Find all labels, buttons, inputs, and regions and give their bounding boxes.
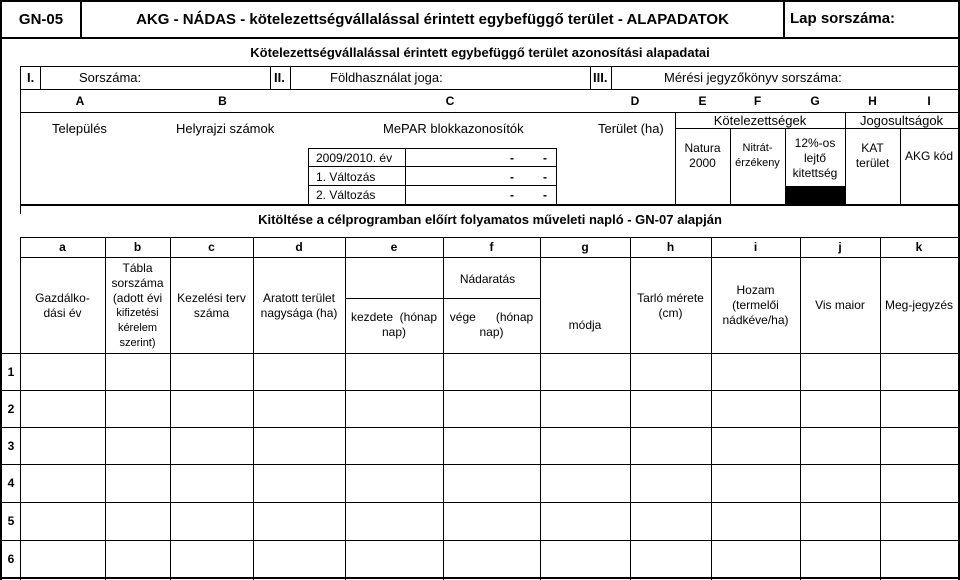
parcel-numbers-header: Helyrajzi számok <box>176 121 275 136</box>
akg-code-header: AKG kód <box>904 148 954 163</box>
row-number-2: 2 <box>7 401 15 416</box>
section-title: Kötelezettségvállalással érintett egybefüggő terület azonosítási alapadatai <box>250 44 710 60</box>
slope-exposure-header <box>785 132 845 184</box>
row-number-3: 3 <box>7 438 15 453</box>
natura-2000-header <box>675 136 730 176</box>
yield-header <box>711 258 800 353</box>
farming-year-header <box>20 258 105 353</box>
column-letter-b-upper: B <box>218 93 227 108</box>
column-letter-d-lower: d <box>295 240 303 254</box>
instruction-text: Kitöltése a célprogramban előírt folyamatos műveleti napló - GN-07 alapján <box>258 211 722 227</box>
change-row-dash-0a[interactable]: - <box>510 151 514 165</box>
kat-area-header <box>845 136 900 176</box>
column-letter-h-lower: h <box>666 240 675 254</box>
column-letter-f-lower: f <box>489 240 494 254</box>
plot-number-line-3: (adott évi <box>112 290 163 305</box>
plot-number-line-6: szerint) <box>119 336 156 349</box>
slope-exposure-line-2: lejtő <box>803 150 826 165</box>
column-letter-h-upper: H <box>868 93 877 108</box>
yield-line-1: Hozam <box>736 283 775 297</box>
plot-number-line-2: sorszáma <box>111 275 164 290</box>
column-letter-c-lower: c <box>208 240 215 254</box>
management-plan-line-1: Kezelési terv <box>177 290 246 305</box>
plot-number-line-5: kérelem <box>117 321 158 334</box>
plot-number-line-4: kifizetési <box>116 306 159 319</box>
harvest-start-line-1: kezdete (hónap <box>350 310 438 324</box>
mepar-block-id-header: MePAR blokkazonosítók <box>383 121 524 136</box>
column-letter-a-upper: A <box>75 93 85 108</box>
management-plan-line-2: száma <box>193 305 230 320</box>
row-number-4: 4 <box>7 476 15 490</box>
harvest-end-header <box>443 305 540 345</box>
reed-harvest-header: Nádaratás <box>459 271 516 286</box>
row-number-6: 6 <box>7 551 15 566</box>
change-row-dash-0b[interactable]: - <box>543 151 547 165</box>
column-letter-g-upper: G <box>810 93 820 108</box>
blacked-out-cell <box>786 186 845 204</box>
stubble-size-header <box>630 258 711 353</box>
farming-year-line-2: dási év <box>43 305 82 320</box>
change-row-dash-2b[interactable]: - <box>543 188 547 202</box>
form-title: AKG - NÁDAS - kötelezettségvállalással érintett egybefüggő terület - ALAPADATOK <box>136 11 729 28</box>
harvest-start-line-2: nap) <box>381 325 407 339</box>
column-letter-e-upper: E <box>698 93 707 108</box>
change-row-label-1: 1. Változás <box>316 170 376 184</box>
page-number-label: Lap sorszáma: <box>790 10 896 27</box>
plot-number-line-1: Tábla <box>122 260 153 275</box>
yield-line-2: (termelői <box>732 298 779 312</box>
measurement-report-field[interactable]: Mérési jegyzőkönyv sorszáma: <box>664 70 842 85</box>
harvest-end-line-1: vége (hónap <box>449 310 534 324</box>
section-iii-label: III. <box>593 70 608 85</box>
stubble-size-line-2: (cm) <box>658 305 683 320</box>
force-majeure-header: Vis maior <box>815 298 865 312</box>
natura-2000-line-2: 2000 <box>689 156 716 170</box>
plot-number-header <box>105 258 170 353</box>
slope-exposure-line-1: 12%-os <box>794 135 836 150</box>
section-i-label: I. <box>27 70 35 85</box>
column-letter-i-lower: i <box>753 240 758 254</box>
change-row-dash-1b[interactable]: - <box>543 170 547 184</box>
slope-exposure-line-3: kitettség <box>792 165 838 180</box>
nitrate-sensitive-line-2: érzékeny <box>735 157 780 169</box>
land-use-right-field[interactable]: Földhasználat joga: <box>330 70 443 85</box>
harvested-area-header <box>253 258 345 353</box>
entitlements-header: Jogosultságok <box>859 112 944 128</box>
nitrate-sensitive-line-1: Nitrát- <box>742 142 773 154</box>
harvested-area-line-2: nagysága (ha) <box>260 305 338 320</box>
kat-area-line-2: terület <box>855 156 890 170</box>
yield-line-3: nádkéve/ha) <box>722 313 789 327</box>
area-ha-header: Terület (ha) <box>598 121 664 136</box>
change-row-dash-1a[interactable]: - <box>510 170 514 184</box>
obligations-header: Kötelezettségek <box>713 112 807 128</box>
section-ii-label: II. <box>274 70 285 85</box>
column-letter-g-lower: g <box>581 240 589 254</box>
nitrate-sensitive-header <box>730 136 785 176</box>
harvest-end-line-2: nap) <box>479 325 504 339</box>
natura-2000-line-1: Natura <box>684 141 721 155</box>
column-letter-b-lower: b <box>133 240 142 254</box>
management-plan-header <box>170 258 253 353</box>
serial-number-field[interactable]: Sorszáma: <box>79 70 142 85</box>
change-row-dash-2a[interactable]: - <box>510 188 514 202</box>
column-letter-d-upper: D <box>630 93 640 108</box>
column-letter-j-lower: j <box>838 240 842 254</box>
column-letter-a-lower: a <box>59 240 66 254</box>
row-number-1: 1 <box>7 364 15 379</box>
change-row-label-0: 2009/2010. év <box>316 151 393 165</box>
column-letter-i-upper: I <box>927 93 931 108</box>
farming-year-line-1: Gazdálko- <box>35 290 90 305</box>
kat-area-line-1: KAT <box>861 141 884 155</box>
settlement-header: Település <box>52 121 107 136</box>
harvest-method-header: módja <box>568 317 602 332</box>
column-letter-e-lower: e <box>390 240 398 254</box>
column-letter-c-upper: C <box>445 93 455 108</box>
harvest-start-header <box>345 305 443 345</box>
harvested-area-line-1: Aratott terület <box>262 290 336 305</box>
form-code: GN-05 <box>18 11 64 28</box>
stubble-size-line-1: Tarló mérete <box>637 290 704 305</box>
column-letter-k-lower: k <box>915 240 923 254</box>
change-row-label-2: 2. Változás <box>316 188 376 202</box>
row-number-5: 5 <box>7 514 15 528</box>
column-letter-f-upper: F <box>753 93 762 108</box>
remarks-header: Meg-jegyzés <box>884 298 954 312</box>
